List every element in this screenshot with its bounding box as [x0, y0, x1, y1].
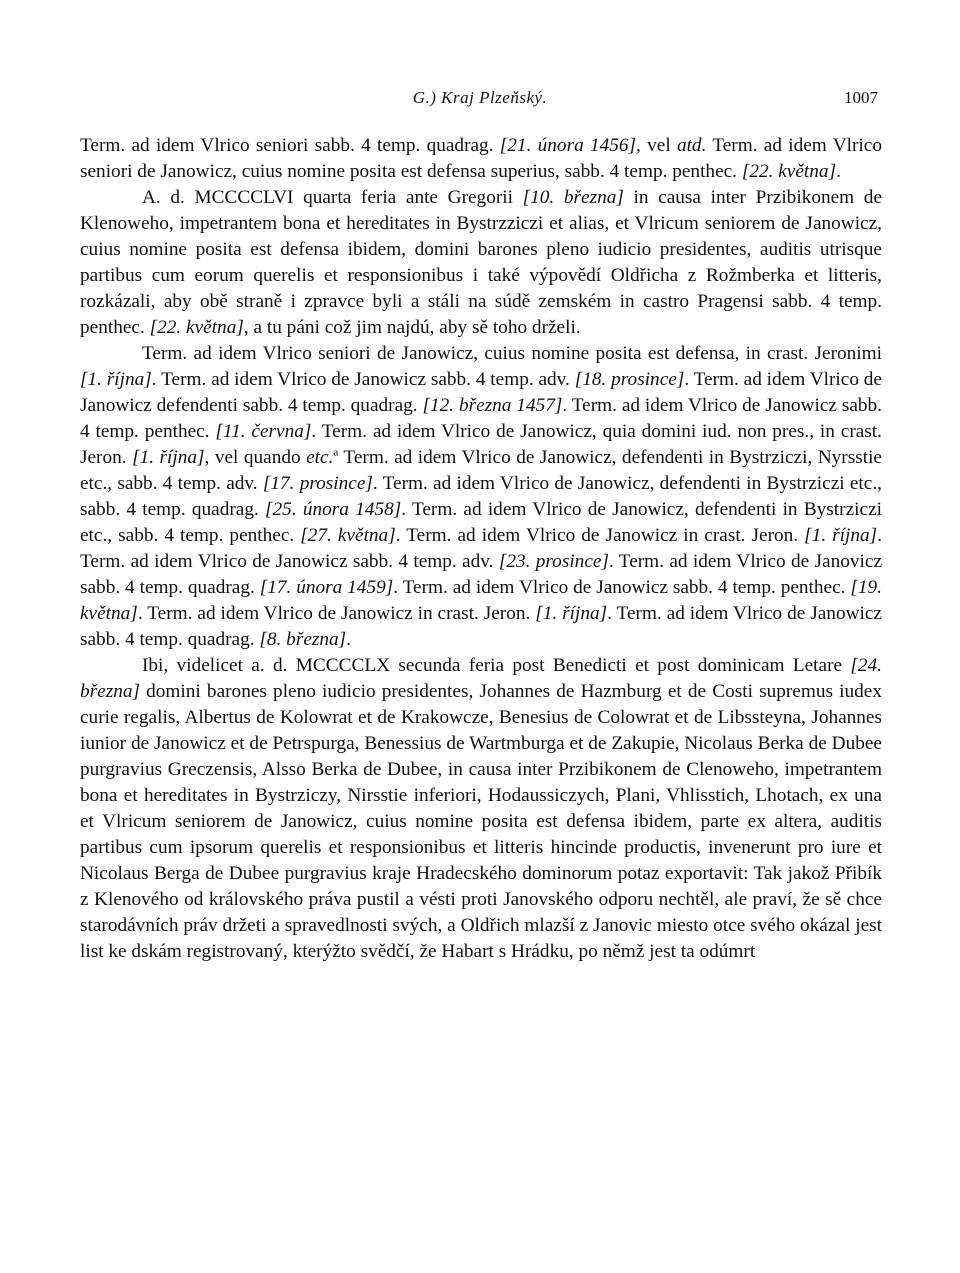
text-run: . Term. ad idem Vlrico de Janowicz, defendenti in Bystrziczi etc., sabb. 4 temp. penthec.: [80, 499, 882, 546]
date-annotation: [1. října]: [132, 447, 205, 468]
date-annotation: [1. října]: [804, 525, 878, 546]
text-run: . Term. ad idem Vlrico de Janowicz in crast. Jeron.: [137, 603, 536, 624]
date-annotation: [1. října]: [80, 369, 152, 390]
text-run: Term. ad idem Vlrico seniori sabb. 4 temp. quadrag.: [80, 135, 500, 156]
date-annotation: [10. března]: [522, 187, 624, 208]
date-annotation: [8. března]: [259, 629, 347, 650]
date-annotation: [18. prosince]: [574, 369, 685, 390]
text-run: Term. ad idem Vlrico de Janowicz, defendenti in Bystrziczi, Nyrsstie etc., sabb. 4 temp. adv.: [80, 447, 882, 494]
paragraph: [80, 185, 882, 341]
body-text: [80, 133, 882, 965]
text-run: in causa inter Przibikonem de Klenoweho, impetrantem bona et hereditates in Bystrzziczi et alias, et Vlricum seniorem de Janowicz, cuius nomine posita est defensa ibidem, domini barones pleno iudicio presidentes, auditis utrisque partibus cum eorum querelis et responsionibus i také výpovědí Oldřicha z Rožmberka et litteris, rozkázali, aby obě straně i zpravce byli a stáli na súdě zemském in castro Pragensi sabb. 4 temp. penthec.: [80, 187, 883, 338]
date-annotation: etc.: [306, 447, 334, 468]
date-annotation: [27. května]: [300, 525, 396, 546]
paragraph: [80, 653, 882, 965]
text-run: . Term. ad idem Vlrico de Janowicz sabb. 4 temp. penthec.: [393, 577, 851, 598]
text-run: . Term. ad idem Vlrico de Janowicz, quia domini iud. non pres., in crast. Jeron.: [80, 421, 882, 468]
date-annotation: [12. března 1457]: [422, 395, 563, 416]
date-annotation: [22. května]: [149, 317, 244, 338]
date-annotation: [21. února 1456]: [499, 135, 637, 156]
text-run: . Term. ad idem Vlrico de Janowicz sabb. 4 temp. adv.: [80, 525, 883, 572]
date-annotation: [1. října]: [535, 603, 608, 624]
text-run: A. d. MCCCCLVI quarta feria ante Gregorii: [142, 187, 523, 208]
text-run: . Term. ad idem Vlrico de Janowicz sabb. 4 temp. adv.: [151, 369, 575, 390]
paragraph: [80, 133, 882, 185]
date-annotation: [23. prosince]: [498, 551, 609, 572]
text-run: domini barones pleno iudicio presidentes, Johannes de Hazmburg et de Costi supremus iudex curie regalis, Albertus de Kolowrat et de Krakowcze, Benesius de Colowrat et de Libssteyna, Johannes iunior de Janowicz et de Petrspurga, Benessius de Wartmburga et de Zakupie, Nicolaus Berka de Dubee purgravius Greczensis, Alsso Berka de Dubee, in causa inter Przibikonem de Clenoweho, impetrantem bona et hereditates in Bystrziczy, Nirsstie inferiori, Hodaussiczych, Plani, Vhlisstich, Lhotach, ex una et Vlricum seniorem de Janowicz, cuius nomine posita est defensa ibidem, parte ex altera, auditis partibus cum ipsorum querelis et responsionibus et litteris hincinde productis, invenerunt pro iure et Nicolaus Berga de Dubee purgravius kraje Hradecského dominorum potaz exportavit: Tak jakož Přibík z Klenového od královského práva pustil a vésti proti Janovského odporu nechtěl, ale praví, že sě chce starodávních práv držeti a spravedlnosti svých, a Oldřich mlazší z Janovic miesto otce svého okázal jest list ke dskám registrovaný, kterýžto svědčí, že Habart s Hrádku, po němž jest ta odúmrt: [80, 681, 882, 962]
date-annotation: [22. května]: [741, 161, 837, 182]
text-run: , a tu páni což jim najdú, aby sě toho drželi.: [243, 317, 581, 338]
footnote-mark: a: [333, 446, 339, 459]
text-run: . Term. ad idem Vlrico de Janowicz defendenti sabb. 4 temp. quadrag.: [80, 369, 882, 416]
date-annotation: [17. února 1459]: [259, 577, 394, 598]
text-run: . Term. ad idem Vlrico de Janowicz, defendenti in Bystrziczi etc., sabb. 4 temp. quadrag.: [80, 473, 882, 520]
date-annotation: [25. února 1458]: [265, 499, 402, 520]
text-run: . Term. ad idem Vlrico de Janovicz sabb. 4 temp. quadrag.: [80, 551, 883, 598]
text-run: , vel quando: [204, 447, 307, 468]
date-annotation: [24. března]: [80, 655, 882, 702]
text-run: . Term. ad idem Vlrico de Janowicz sabb. 4 temp. penthec.: [80, 395, 882, 442]
text-run: , vel: [636, 135, 677, 156]
text-run: Term. ad idem Vlrico seniori de Janowicz, cuius nomine posita est defensa, in crast. Jeronimi: [142, 343, 882, 364]
running-title: G.) Kraj Plzeňský.: [412, 88, 548, 107]
text-run: . Term. ad idem Vlrico de Janowicz sabb. 4 temp. quadrag.: [80, 603, 882, 650]
date-annotation: [17. prosince]: [262, 473, 373, 494]
text-run: .: [346, 629, 351, 650]
text-run: .: [836, 161, 841, 182]
page-number: 1007: [844, 88, 878, 107]
text-run: Term. ad idem Vlrico seniori de Janowicz, cuius nomine posita est defensa superius, sabb. 4 temp. penthec.: [80, 135, 882, 182]
date-annotation: [19. května]: [80, 577, 882, 624]
date-annotation: [11. června]: [215, 421, 312, 442]
text-run: . Term. ad idem Vlrico de Janowicz in crast. Jeron.: [395, 525, 805, 546]
text-run: Ibi, videlicet a. d. MCCCCLX secunda feria post Benedicti et post dominicam Letare: [142, 655, 851, 676]
date-annotation: atd.: [676, 135, 707, 156]
paragraph: [80, 341, 882, 653]
running-header: [80, 88, 880, 116]
